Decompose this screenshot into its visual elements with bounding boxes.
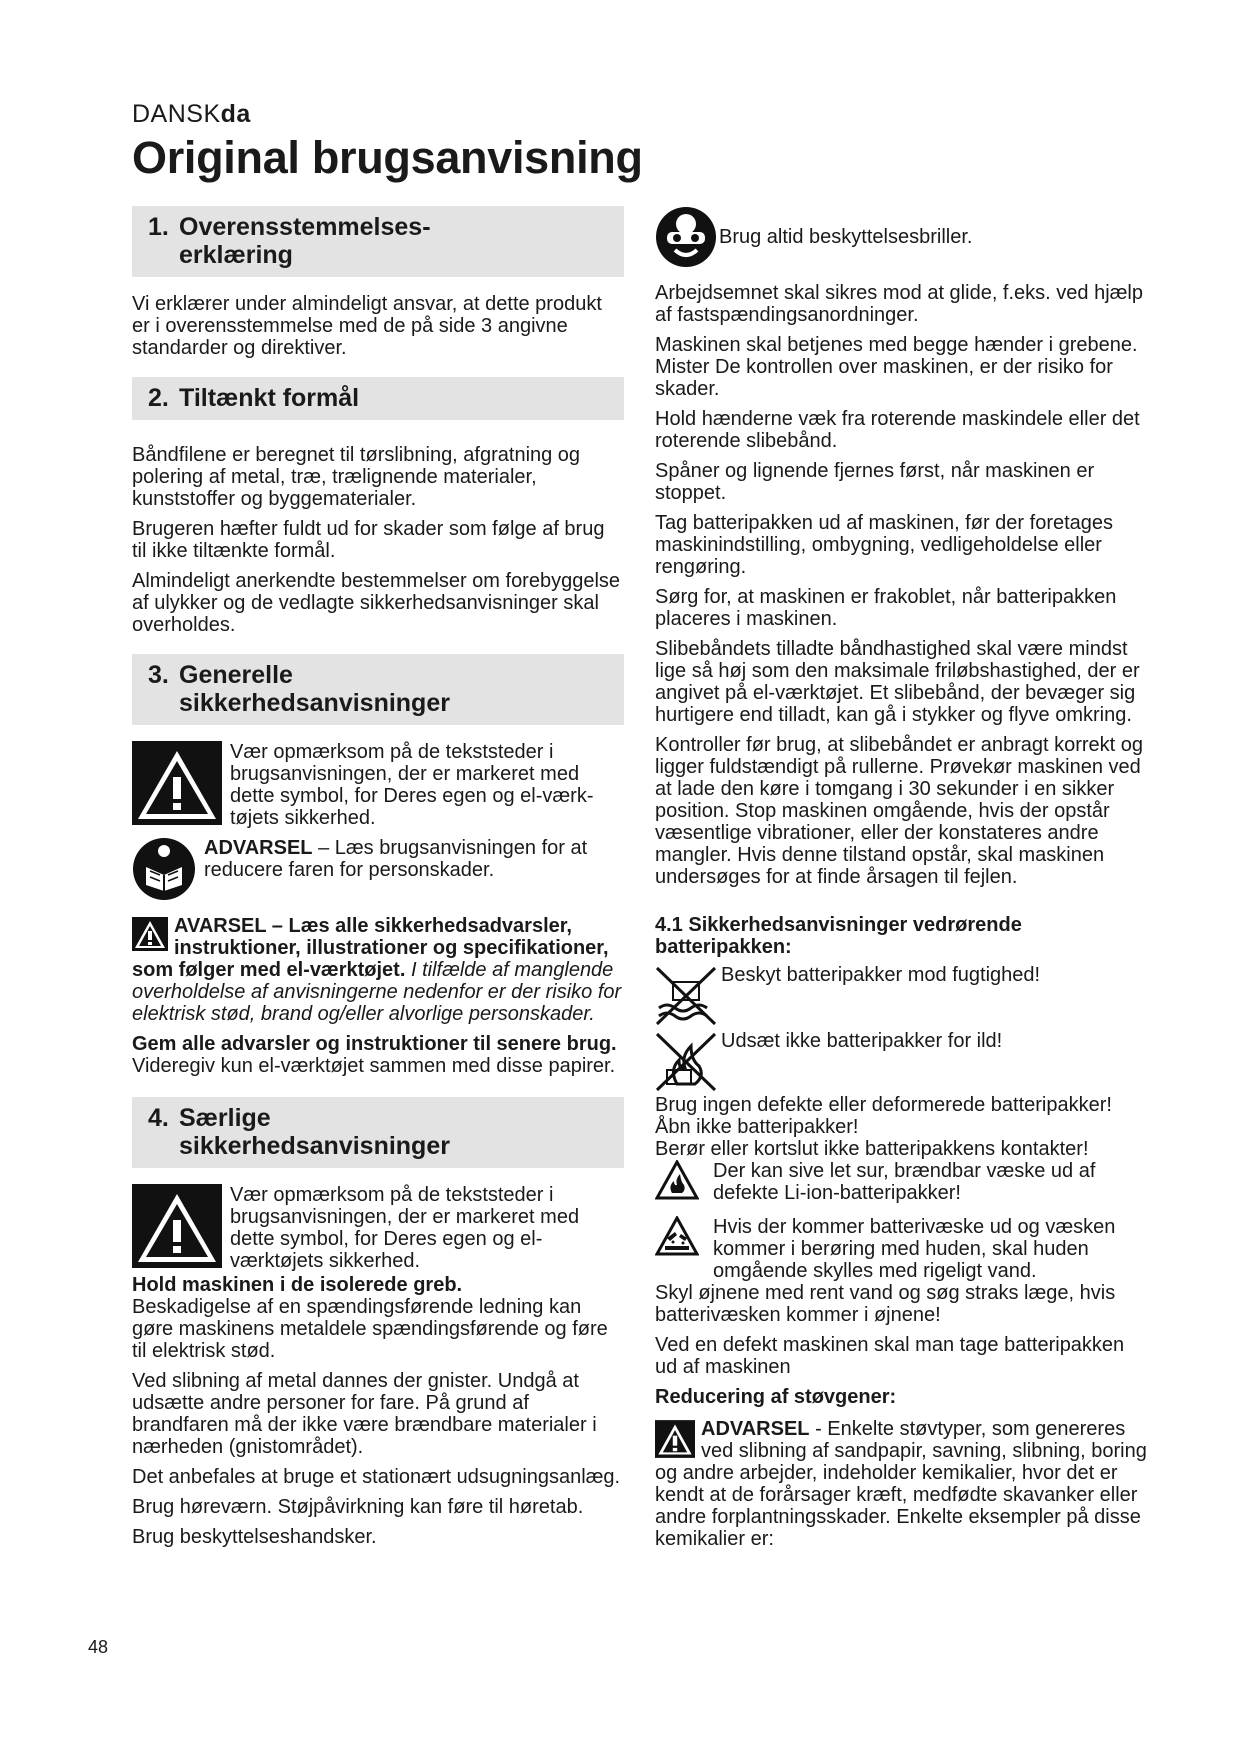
paragraph: Arbejdsemnet skal sikres mod at glide, f.eks. ved hjælp af fastspændingsanordninger.	[655, 282, 1143, 326]
language-code: da	[220, 100, 251, 128]
dust-heading: Reducering af støvgener:	[655, 1386, 897, 1408]
section-title-line2: sikkerhedsanvisninger	[179, 1132, 450, 1160]
avarsel-paragraph	[132, 915, 624, 1025]
paragraph: Det anbefales at bruge et stationært udsugningsanlæg.	[132, 1466, 621, 1488]
flammable-note	[655, 1160, 1149, 1204]
paragraph: Båndfilene er beregnet til tørslibning, afgratning og polering af metal, træ, trælignende materialer, kunststoffer og byggematerialer.	[132, 444, 581, 510]
warning-note	[132, 741, 624, 829]
goggles-note	[655, 206, 1149, 268]
section-2-heading	[132, 377, 624, 420]
read-manual-body: – Læs brugsanvisningen for at reducere faren for personskader.	[204, 837, 588, 881]
section-number: 4.	[148, 1104, 169, 1132]
paragraph: Skyl øjnene med rent vand og søg straks læge, hvis batterivæsken kommer i øjnene!	[655, 1282, 1116, 1326]
small-warning-icon	[655, 1420, 695, 1458]
no-fire-icon	[655, 1030, 717, 1092]
language-label	[132, 100, 251, 129]
corrosive-text: Hvis der kommer batterivæske ud og væsken kommer i berøring med huden, skal huden omgående skylles med rigeligt vand.	[713, 1216, 1116, 1282]
subsection-4-1-heading: 4.1 Sikkerhedsanvisninger vedrørende batteripakken:	[655, 914, 1022, 958]
warning-text: Vær opmærksom på de tekststeder i brugsanvisningen, der er markeret med dette symbol, for Deres egen og el-værk-tøjets sikkerhed.	[230, 741, 594, 829]
gem-bold: Gem alle advarsler og instruktioner til senere brug.	[132, 1033, 617, 1055]
fire-note	[655, 1030, 1149, 1092]
right-column	[655, 206, 1149, 1558]
language-name: DANSK	[132, 100, 221, 128]
paragraph: Vi erklærer under almindeligt ansvar, at dette produkt er i overensstemmelse med de på side 3 angivne standarder og direktiver.	[132, 293, 602, 359]
left-column	[132, 206, 624, 1556]
warning-triangle-icon	[132, 741, 222, 825]
paragraph: Ved en defekt maskinen skal man tage batteripakken ud af maskinen	[655, 1334, 1125, 1378]
paragraph: Berør eller kortslut ikke batteripakkens kontakter!	[655, 1138, 1089, 1160]
warning-note	[132, 1184, 624, 1272]
dust-text: - Enkelte støvtyper, som genereres ved slibning af sandpapir, savning, slibning, boring og andre arbejder, indeholder kemikalier, hvor det er kendt at de forårsager kræft, medfødte skavanker eller andre forplantningsskader. Enkelte eksempler på disse kemikalier er:	[655, 1418, 1147, 1550]
paragraph: Hold hænderne væk fra roterende maskindele eller det roterende slibebånd.	[655, 408, 1140, 452]
section-number: 3.	[148, 661, 169, 689]
warning-triangle-icon	[132, 1184, 222, 1268]
paragraph: Brugeren hæfter fuldt ud for skader som følge af brug til ikke tiltænkte formål.	[132, 518, 605, 562]
dust-paragraph	[655, 1418, 1149, 1550]
paragraph: Brug beskyttelseshandsker.	[132, 1526, 377, 1548]
section-title-line2: erklæring	[179, 241, 293, 269]
corrosive-warning-icon	[655, 1216, 699, 1256]
section-title-line1: Særlige	[179, 1104, 271, 1132]
page-title: Original brugsanvisning	[132, 132, 643, 183]
dust-advarsel-label: ADVARSEL	[701, 1418, 810, 1440]
goggles-text: Brug altid beskyttelsesbriller.	[719, 226, 973, 248]
paragraph: Brug høreværn. Støjpåvirkning kan føre til høretab.	[132, 1496, 584, 1518]
advarsel-label: ADVARSEL	[204, 837, 313, 859]
read-manual-icon	[132, 837, 196, 901]
corrosive-note	[655, 1216, 1149, 1282]
section-number: 1.	[148, 213, 169, 241]
section-title-line1: Generelle	[179, 661, 293, 689]
moisture-note	[655, 964, 1149, 1026]
flammable-warning-icon	[655, 1160, 699, 1200]
section-3-heading	[132, 654, 624, 725]
paragraph: Åbn ikke batteripakker!	[655, 1116, 859, 1138]
section-title-line2: sikkerhedsanvisninger	[179, 689, 450, 717]
flammable-text: Der kan sive let sur, brændbar væske ud af defekte Li-ion-batteripakker!	[713, 1160, 1096, 1204]
fire-text: Udsæt ikke batteripakker for ild!	[721, 1030, 1003, 1052]
section-title: Tiltænkt formål	[179, 384, 360, 412]
moisture-text: Beskyt batteripakker mod fugtighed!	[721, 964, 1041, 986]
paragraph: Sørg for, at maskinen er frakoblet, når batteripakken placeres i maskinen.	[655, 586, 1117, 630]
paragraph: Almindeligt anerkendte bestemmelser om forebyggelse af ulykker og de vedlagte sikkerhedsanvisninger skal overholdes.	[132, 570, 621, 636]
paragraph: Kontroller før brug, at slibebåndet er anbragt korrekt og ligger fuldstændigt på rullerne. Prøvekør maskinen ved at lade den køre i tomgang i 30 sekunder i en sikker position. Stop maskinen omgående, hvis der opstår væsentlige vibrationer, eller der konstateres andre mangler. Hvis denne tilstand opstår, skal maskinen undersøges for at finde årsagen til fejlen.	[655, 734, 1144, 888]
gem-text: Videregiv kun el-værktøjet sammen med disse papirer.	[132, 1055, 616, 1077]
avarsel-italic: I tilfælde af manglende overholdelse af anvisningerne nedenfor er der risiko for elektrisk stød, brand og/eller alvorlige personskader.	[132, 959, 622, 1025]
section-number: 2.	[148, 384, 169, 412]
paragraph: Spåner og lignende fjernes først, når maskinen er stoppet.	[655, 460, 1095, 504]
hold-heading: Hold maskinen i de isolerede greb.	[132, 1274, 463, 1296]
warning-text: Vær opmærksom på de tekststeder i brugsanvisningen, der er markeret med dette symbol, for Deres egen og el-værktøjets sikkerhed.	[230, 1184, 580, 1272]
read-manual-note	[132, 837, 624, 901]
avarsel-bold: AVARSEL – Læs alle sikkerhedsadvarsler, instruktioner, illustrationer og specifikationer, som følger med el-værktøjet.	[132, 915, 609, 981]
gem-paragraph	[132, 1033, 624, 1077]
paragraph: Beskadigelse af en spændingsførende ledning kan gøre maskinens metaldele spændingsførende og føre til elektrisk stød.	[132, 1296, 608, 1362]
page-number: 48	[88, 1637, 109, 1657]
section-4-heading	[132, 1097, 624, 1168]
section-title-line1: Overensstemmelses-	[179, 213, 431, 241]
paragraph: Slibebåndets tilladte båndhastighed skal være mindst lige så høj som den maksimale friløbshastighed, der er angivet på el-værktøjet. Et slibebånd, der bevæger sig hurtigere end tilladt, kan gå i stykker og flyve omkring.	[655, 638, 1140, 726]
safety-goggles-icon	[655, 206, 717, 268]
paragraph: Ved slibning af metal dannes der gnister. Undgå at udsætte andre personer for fare. På grund af brandfaren må der ikke være brændbare materialer i nærheden (gnistområdet).	[132, 1370, 597, 1458]
paragraph: Brug ingen defekte eller deformerede batteripakker!	[655, 1094, 1112, 1116]
paragraph: Maskinen skal betjenes med begge hænder i grebene. Mister De kontrollen over maskinen, er der risiko for skader.	[655, 334, 1138, 400]
small-warning-icon	[132, 917, 168, 951]
paragraph: Tag batteripakken ud af maskinen, før der foretages maskinindstilling, ombygning, vedligeholdelse eller rengøring.	[655, 512, 1114, 578]
read-manual-text	[204, 837, 624, 881]
no-moisture-icon	[655, 964, 717, 1026]
section-1-heading	[132, 206, 624, 277]
